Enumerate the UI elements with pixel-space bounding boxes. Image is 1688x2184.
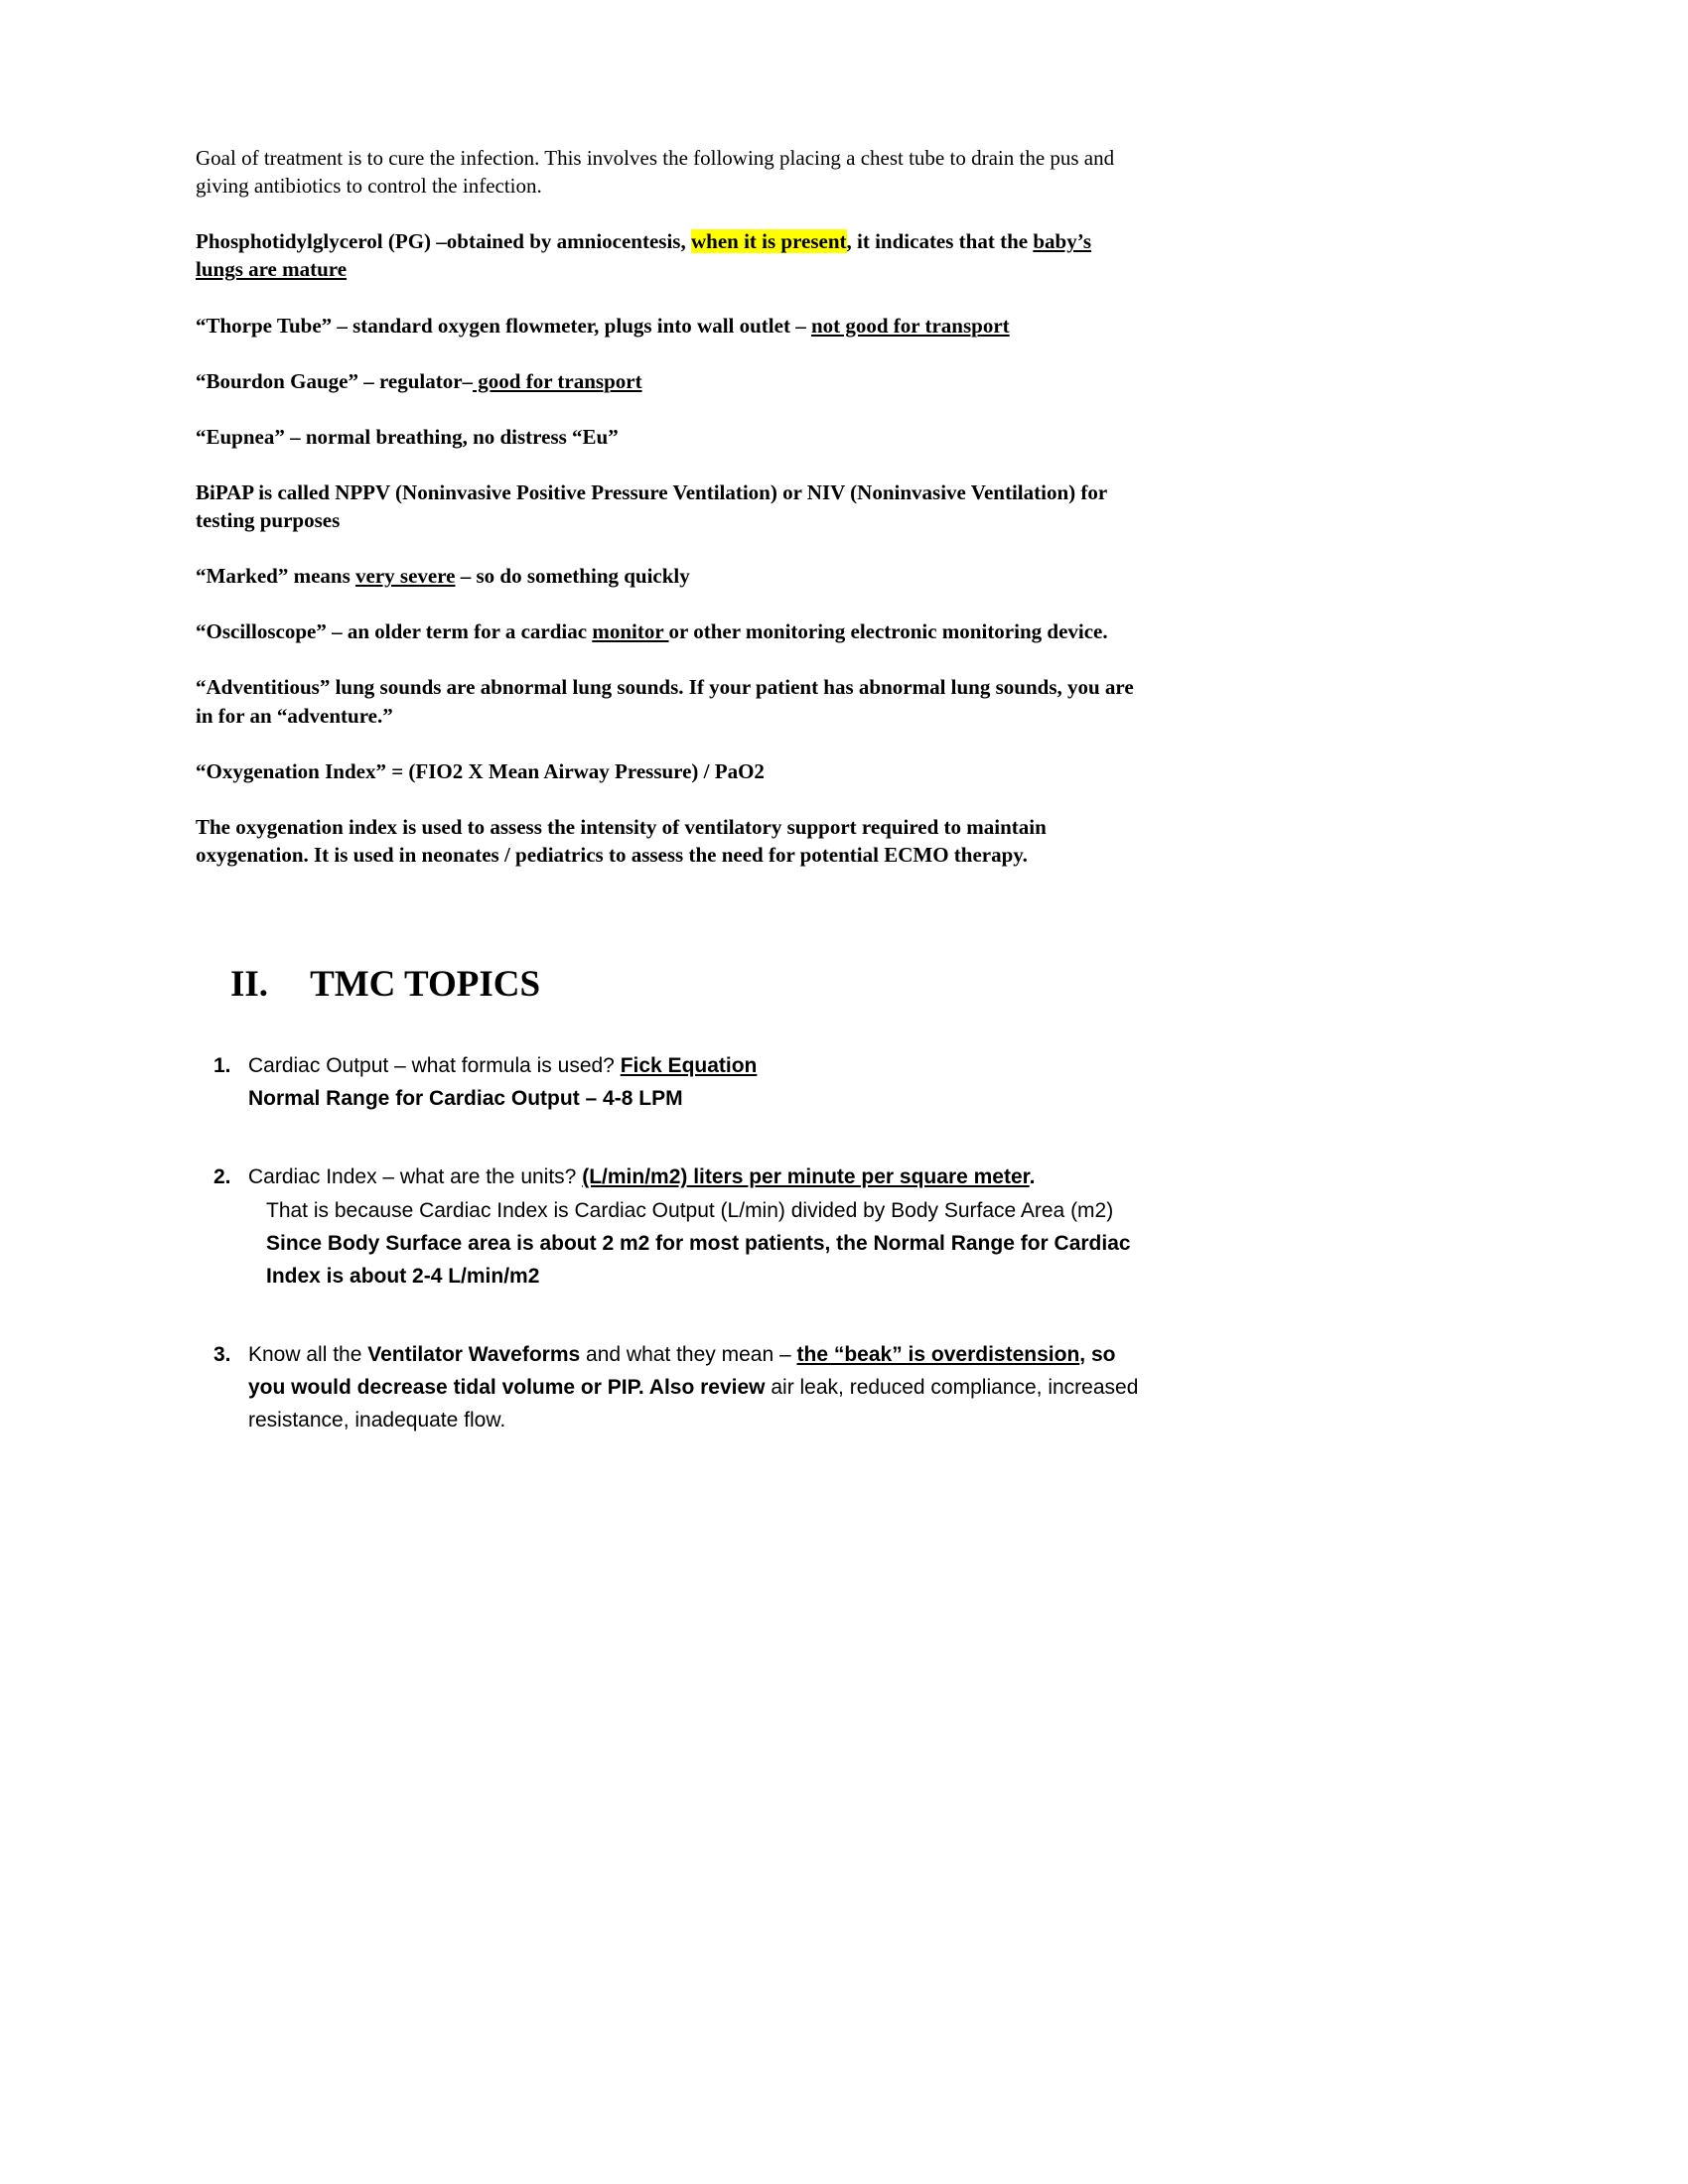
list-item-line xyxy=(248,1160,1149,1193)
highlighted-text: when it is present xyxy=(690,229,847,254)
list-item-number: 1. xyxy=(213,1054,231,1077)
text-segment: Since Body Surface area is about 2 m2 for most patients, the Normal Range for Cardiac Index is about 2-4 L/min/m2 xyxy=(266,1231,1131,1288)
text-segment: “Oscilloscope” – an older term for a cardiac xyxy=(196,619,593,644)
text-segment: . xyxy=(1029,1165,1036,1189)
list-item-line xyxy=(248,1194,1149,1227)
text-segment: “Adventitious” lung sounds are abnormal lung sounds. If your patient has abnormal lung sounds, you are in for an “adventure.” xyxy=(196,675,1134,728)
list-item xyxy=(213,1160,1149,1293)
text-segment: That is because Cardiac Index is Cardiac Output (L/min) divided by Body Surface Area (m2) xyxy=(266,1198,1114,1222)
text-segment: (L/min/m2) liters per minute per square meter xyxy=(582,1165,1030,1189)
list-item-line xyxy=(248,1338,1149,1437)
paragraph xyxy=(196,478,1137,534)
list-item xyxy=(213,1338,1149,1437)
text-segment: Normal Range for Cardiac Output – 4-8 LPM xyxy=(248,1087,683,1111)
list-item-number: 2. xyxy=(213,1165,231,1189)
list-item-content xyxy=(248,1049,1149,1115)
list-item-number: 3. xyxy=(213,1343,231,1367)
paragraph xyxy=(196,673,1137,729)
list-item-content xyxy=(248,1338,1149,1437)
paragraph xyxy=(196,227,1137,283)
list-item-content xyxy=(248,1160,1149,1293)
paragraph xyxy=(196,813,1137,869)
paragraph xyxy=(196,757,1137,785)
paragraph xyxy=(196,144,1137,200)
section-number: II. xyxy=(230,964,269,1005)
text-segment: The oxygenation index is used to assess the intensity of ventilatory support required to maintain oxygenation. It is used in neonates / pediatrics to assess the need for potential ECMO therapy. xyxy=(196,814,1047,867)
list-item-line xyxy=(248,1082,1149,1115)
section-title: TMC TOPICS xyxy=(310,964,541,1005)
document-body xyxy=(196,144,1137,869)
text-segment: Cardiac Output – what formula is used? xyxy=(248,1054,621,1077)
text-segment: “Oxygenation Index” = (FIO2 X Mean Airway Pressure) / PaO2 xyxy=(196,758,765,783)
list-item-line xyxy=(248,1227,1149,1293)
text-segment: or other monitoring electronic monitoring device. xyxy=(668,619,1108,644)
paragraph xyxy=(196,367,1137,395)
text-segment: not good for transport xyxy=(810,313,1010,338)
text-segment: Cardiac Index – what are the units? xyxy=(248,1165,583,1189)
text-segment: baby’s lungs are mature xyxy=(196,229,1092,282)
text-segment: “Thorpe Tube” – standard oxygen flowmeter, plugs into wall outlet – xyxy=(196,313,811,338)
text-segment: BiPAP is called NPPV (Noninvasive Positive Pressure Ventilation) or NIV (Noninvasive Ventilation) for testing purposes xyxy=(196,479,1107,532)
text-segment: air leak, reduced compliance, increased resistance, inadequate flow. xyxy=(248,1376,1139,1433)
paragraph xyxy=(196,423,1137,451)
text-segment: Know all the xyxy=(248,1343,368,1367)
text-segment: Fick Equation xyxy=(620,1054,758,1077)
text-segment: Ventilator Waveforms xyxy=(367,1343,581,1367)
text-segment: , so you would decrease tidal volume or PIP. Also review xyxy=(248,1343,1116,1400)
text-segment: and what they mean – xyxy=(580,1343,797,1367)
text-segment: monitor xyxy=(592,619,669,644)
list-item xyxy=(213,1049,1149,1115)
section-heading xyxy=(230,963,1152,1006)
paragraph xyxy=(196,617,1137,645)
paragraph xyxy=(196,562,1137,590)
document-page xyxy=(0,0,1152,1437)
text-segment: , it indicates that the xyxy=(846,229,1034,254)
paragraph xyxy=(196,312,1137,340)
text-segment: Phosphotidylglycerol (PG) –obtained by amniocentesis, xyxy=(196,229,691,254)
text-segment: “Eupnea” – normal breathing, no distress “Eu” xyxy=(196,424,619,449)
text-segment: “Bourdon Gauge” – regulator– xyxy=(196,368,474,393)
text-segment: – so do something quickly xyxy=(455,564,690,589)
text-segment: the “beak” is overdistension xyxy=(796,1343,1080,1367)
text-segment: Goal of treatment is to cure the infection. This involves the following placing a chest tube to drain the pus and giving antibiotics to control the infection. xyxy=(196,146,1115,199)
text-segment: very severe xyxy=(355,564,456,589)
list-item-line xyxy=(248,1049,1149,1082)
text-segment: good for transport xyxy=(473,368,642,393)
text-segment: “Marked” means xyxy=(196,564,355,589)
topics-list xyxy=(196,1049,1149,1437)
